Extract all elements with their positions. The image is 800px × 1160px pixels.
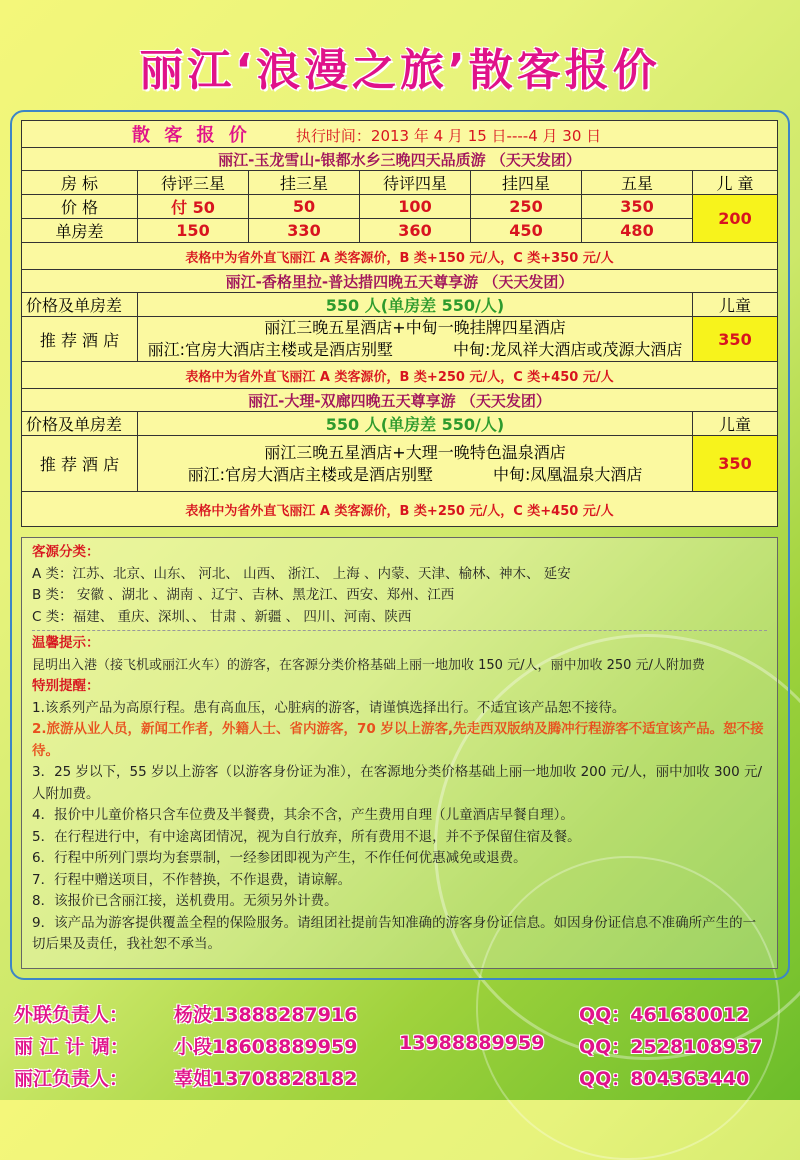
contact-qq: QQ：2528108937 (579, 1036, 763, 1058)
special-item: 4．报价中儿童价格只含车位费及半餐费，其余不含，产生费用自理（儿童酒店早餐自理）。 (32, 807, 574, 823)
page-title: 丽江‘浪漫之旅’散客报价 (139, 45, 661, 96)
contact-row (14, 1032, 794, 1064)
tour3-route: 丽江-大理-双廊四晚五天尊享游 （天天发团） (22, 389, 778, 412)
tour3-hotel-lijiang: 丽江:官房大酒店主楼或是酒店别墅 (187, 464, 433, 484)
col-3star-pending: 待评三星 (138, 171, 249, 195)
price-cell: 50 (249, 195, 360, 219)
single-label: 单房差 (22, 219, 138, 243)
tips-heading: 温馨提示： (32, 635, 100, 651)
tour3-child-label: 儿童 (693, 412, 778, 436)
contact-qq: QQ：461680012 (579, 1004, 750, 1026)
tour3-hotel-dali: 中甸:凤凰温泉大酒店 (493, 464, 643, 484)
special-item: 6．行程中所列门票均为套票制，一经参团即视为产生，不作任何优惠减免或退费。 (32, 850, 527, 866)
source-a: A 类：江苏、北京、山东、 河北、 山西、 浙江、 上海 、内蒙、天津、榆林、神木、 延安 (32, 565, 571, 582)
tour3-price: 550 人(单房差 550/人) (138, 412, 693, 436)
tour3-hotel-line1: 丽江三晚五星酒店+大理一晚特色温泉酒店 (264, 442, 566, 462)
tour2-price: 550 人(单房差 550/人) (138, 293, 693, 317)
single-cell: 480 (582, 219, 693, 243)
contact-qq: QQ：804363440 (579, 1068, 750, 1090)
col-child: 儿 童 (693, 171, 778, 195)
source-heading: 客源分类： (32, 544, 100, 560)
col-room: 房 标 (22, 171, 138, 195)
special-item: 8．该报价已含丽江接，送机费用。无须另外计费。 (32, 893, 338, 909)
tour3-child-price: 350 (693, 436, 778, 492)
tour3-hotels (138, 436, 693, 492)
contact-row (14, 1000, 794, 1032)
tour2-hotel-label: 推 荐 酒 店 (22, 317, 138, 362)
col-3star: 挂三星 (249, 171, 360, 195)
special-item: 3．25 岁以下，55 岁以上游客（以游客身份证为准），在客源地分类价格基础上丽一地加收 200 元/人，丽中加收 300 元/人附加费。 (32, 764, 763, 802)
contact-label: 丽 江 计 调： (14, 1036, 129, 1058)
source-c: C 类：福建、 重庆、深圳、、 甘肃 、新疆 、 四川、河南、陕西 (32, 608, 412, 625)
contact-label: 外联负责人： (14, 1004, 129, 1026)
tour2-price-label: 价格及单房差 (22, 293, 138, 317)
tour3-note: 表格中为省外直飞丽江 A 类客源价，B 类+250 元/人，C 类+450 元/人 (22, 492, 778, 527)
source-b: B 类： 安徽 、湖北 、湖南 、辽宁、吉林、黑龙江、西安、郑州、江西 (32, 587, 455, 603)
tour2-child-label: 儿童 (693, 293, 778, 317)
tour2-hotel-lijiang: 丽江:官房大酒店主楼或是酒店别墅 (147, 340, 393, 359)
tour2-route: 丽江-香格里拉-普达措四晚五天尊享游 （天天发团） (22, 270, 778, 293)
child-price: 200 (693, 195, 778, 243)
tour2-note: 表格中为省外直飞丽江 A 类客源价，B 类+250 元/人，C 类+450 元/人 (22, 362, 778, 389)
special-item: 9．该产品为游客提供覆盖全程的保险服务。请组团社提前告知准确的游客身份证信息。如因身份证信息不准确所产生的一切后果及责任，我社恕不承当。 (32, 914, 757, 952)
single-cell: 450 (471, 219, 582, 243)
tour2-hotel-zhongdian: 中甸:龙凤祥大酒店或茂源大酒店 (453, 340, 683, 359)
tour3-hotel-label: 推 荐 酒 店 (22, 436, 138, 492)
contact-name-phone: 小段18608889959 (174, 1036, 358, 1058)
single-cell: 330 (249, 219, 360, 243)
col-5star: 五星 (582, 171, 693, 195)
special-item: 5．在行程进行中，有中途离团情况，视为自行放弃，所有费用不退，并不予保留住宿及餐。 (32, 828, 581, 845)
col-4star: 挂四星 (471, 171, 582, 195)
special-item: 1.该系列产品为高原行程。患有高血压，心脏病的游客，请谨慎选择出行。不适宜该产品恕不接待。 (32, 699, 626, 716)
info-box (21, 537, 778, 969)
contact-name-phone: 杨波13888287916 (174, 1004, 358, 1026)
single-cell: 360 (360, 219, 471, 243)
tour2-child-price: 350 (693, 317, 778, 362)
contacts (14, 1000, 794, 1096)
single-cell: 150 (138, 219, 249, 243)
special-item: 2.旅游从业人员，新闻工作者，外籍人士、省内游客，70 岁以上游客,先走西双版纳及腾冲行程游客不适宜该产品。恕不接待。 (32, 721, 764, 759)
tour3-price-label: 价格及单房差 (22, 412, 138, 436)
contact-label: 丽江负责人： (14, 1068, 129, 1090)
price-cell: 付 50 (138, 195, 249, 219)
tour1-header (22, 121, 778, 148)
price-cell: 250 (471, 195, 582, 219)
price-label: 价 格 (22, 195, 138, 219)
price-cell: 350 (582, 195, 693, 219)
contact-name-phone: 辜姐13708828182 (174, 1068, 358, 1090)
tips-text: 昆明出入港（接飞机或丽江火车）的游客，在客源分类价格基础上丽一地加收 150 元/人，丽中加收 250 元/人附加费 (32, 657, 705, 673)
tour1-note: 表格中为省外直飞丽江 A 类客源价，B 类+150 元/人，C 类+350 元/人 (22, 243, 778, 270)
special-heading: 特别提醒： (32, 678, 100, 694)
tour1-table (21, 120, 778, 527)
contact-extra-phone: 13988889959 (399, 1032, 545, 1054)
col-4star-pending: 待评四星 (360, 171, 471, 195)
special-item: 7．行程中赠送项目，不作替换，不作退费，请谅解。 (32, 871, 352, 888)
tour2-hotels (138, 317, 693, 362)
exec-time: 执行时间：2013 年 4 月 15 日----4 月 30 日 (295, 127, 602, 145)
contact-row (14, 1064, 794, 1096)
quote-label: 散 客 报 价 (132, 125, 251, 146)
tour1-route: 丽江-玉龙雪山-银都水乡三晚四天品质游 （天天发团） (22, 148, 778, 171)
price-cell: 100 (360, 195, 471, 219)
tour2-hotel-line1: 丽江三晚五星酒店+中甸一晚挂牌四星酒店 (264, 318, 566, 337)
